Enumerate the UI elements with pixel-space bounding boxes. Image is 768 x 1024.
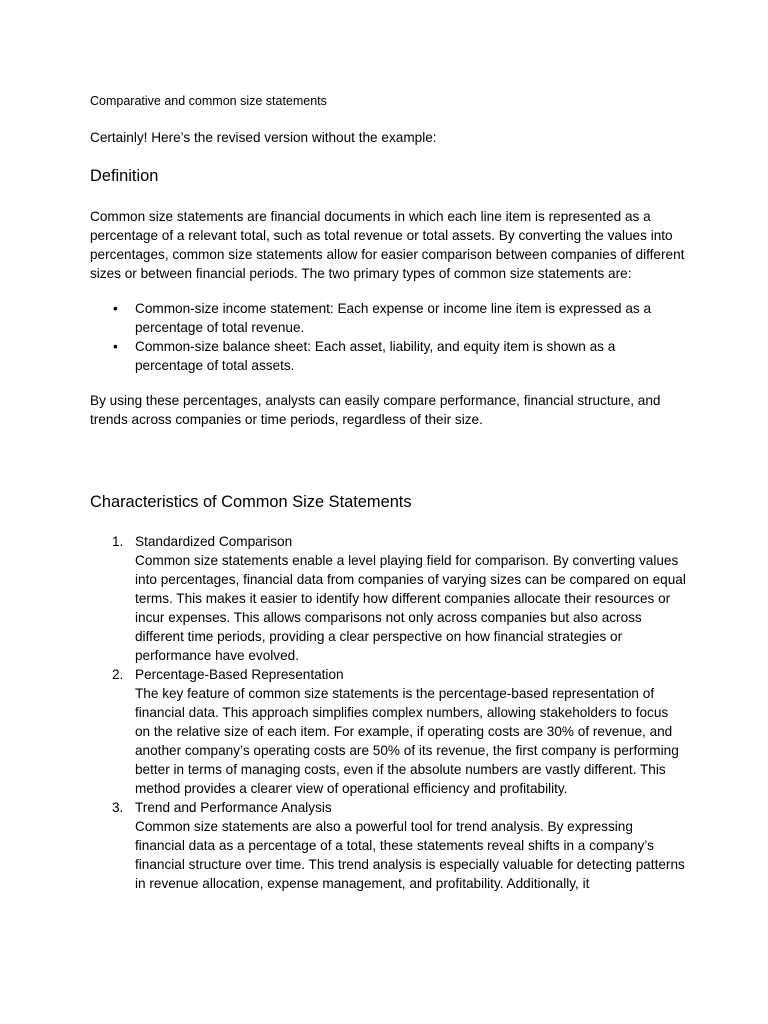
- definition-bullet-list: [90, 299, 686, 375]
- item-title: Trend and Performance Analysis: [135, 800, 332, 815]
- intro-line: Certainly! Here’s the revised version without the example:: [90, 130, 437, 145]
- list-number: 2.: [112, 667, 124, 682]
- definition-paragraph: Common size statements are financial documents in which each line item is represented as a percentage of a relevant total, such as total revenue or total assets. By converting the values into percentages, common size statements allow for easier comparison between companies of different sizes or between financial periods. The two primary types of common size statements are:: [90, 209, 685, 281]
- list-item: [113, 337, 686, 375]
- bullet-marker: •: [113, 339, 118, 354]
- item-body: Common size statements enable a level playing field for comparison. By converting values into percentages, financial data from companies of varying sizes can be compared on equal terms. This makes it easier to identify how different companies allocate their resources or incur expenses. This allows comparisons not only across companies but also across different time periods, providing a clear perspective on how financial strategies or performance have evolved.: [135, 553, 686, 663]
- bullet-marker: •: [113, 301, 118, 316]
- list-item: [112, 532, 686, 665]
- characteristics-numbered-list: [90, 532, 686, 893]
- definition-heading: Definition: [90, 167, 159, 185]
- definition-closing-paragraph: By using these percentages, analysts can easily compare performance, financial structure, and trends across companies or time periods, regardless of their size.: [90, 393, 661, 427]
- list-number: 3.: [112, 800, 124, 815]
- list-item: [113, 299, 686, 337]
- list-number: 1.: [112, 534, 124, 549]
- item-body: Common size statements are also a powerful tool for trend analysis. By expressing financial data as a percentage of a total, these statements reveal shifts in a company’s financial structure over time. This trend analysis is especially valuable for detecting patterns in revenue allocation, expense management, and profitability. Additionally, it: [135, 819, 685, 891]
- item-body: The key feature of common size statements is the percentage-based representation of financial data. This approach simplifies complex numbers, allowing stakeholders to focus on the relative size of each item. For example, if operating costs are 30% of revenue, and another company’s operating costs are 50% of its revenue, the first company is performing better in terms of managing costs, even if the absolute numbers are vastly different. This method provides a clearer view of operational efficiency and profitability.: [135, 686, 679, 796]
- bullet-text: Common-size balance sheet: Each asset, liability, and equity item is shown as a percentage of total assets.: [135, 339, 616, 373]
- characteristics-heading: Characteristics of Common Size Statements: [90, 493, 412, 511]
- bullet-text: Common-size income statement: Each expense or income line item is expressed as a percentage of total revenue.: [135, 301, 652, 335]
- list-item: [112, 798, 686, 893]
- document-page: [90, 92, 686, 893]
- item-title: Standardized Comparison: [135, 534, 293, 549]
- item-title: Percentage-Based Representation: [135, 667, 344, 682]
- document-title: Comparative and common size statements: [90, 94, 327, 108]
- list-item: [112, 665, 686, 798]
- section-spacer: [90, 445, 686, 491]
